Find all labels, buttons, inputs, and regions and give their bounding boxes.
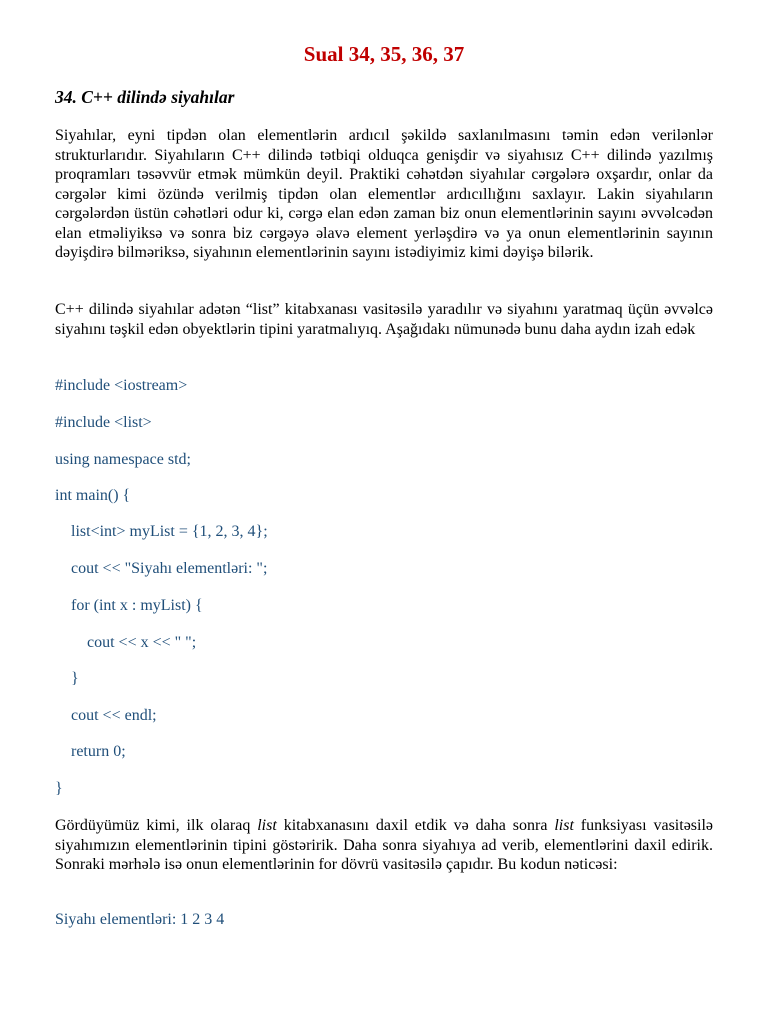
code-line: cout << endl; bbox=[55, 707, 157, 724]
code-line: int main() { bbox=[55, 487, 131, 504]
code-line: return 0; bbox=[55, 743, 126, 760]
code-line: #include <list> bbox=[55, 414, 152, 431]
section-heading: 34. C++ dilində siyahılar bbox=[55, 87, 235, 107]
explanation-text: funksiyası vasitəsilə siyahımızın elementlərinin tipini göstəririk. Daha sonra siyahıya ad verib, elementlərini daxil edirik. Sonraki mərhələ isə onun elementlərinin for dövrü vasitəsilə çapıdır. Bu kodun nəticəsi: bbox=[55, 817, 714, 873]
intro-paragraph: Siyahılar, eyni tipdən olan elementlərin ardıcıl şəkildə saxlanılmasını təmin edən verilənlər strukturlarıdır. Siyahıların C++ dilində tətbiqi olduqca genişdir və siyahısız C++ dilində yazılmış proqramları təsəvvür etmək mümkün deyil. Praktiki cəhətdən siyahılar cərgələrə oxşardır, onlar da cərgələr kimi özündə verilmiş tipdən olan elementlər ardıcıllığını saxlayır. Lakin siyahıların cərgələrdən üstün cəhətləri odur ki, cərgə elan edən zaman biz onun elementlərinin sayını əvvəlcədən elan etməliyiksə və sonra biz cərgəyə əlavə element yerləşdirə və ya onun elementlərinin sayının dəyişdirə bilməriksə, siyahının elementlərinin sayını istədiyimiz kimi dəyişə bilərik. bbox=[55, 127, 713, 261]
page-title: Sual 34, 35, 36, 37 bbox=[303, 42, 465, 66]
code-line: #include <iostream> bbox=[55, 377, 188, 394]
code-line: } bbox=[55, 780, 63, 797]
code-line: list<int> myList = {1, 2, 3, 4}; bbox=[55, 523, 268, 540]
program-output: Siyahı elementləri: 1 2 3 4 bbox=[55, 911, 225, 928]
code-line: cout << "Siyahı elementləri: "; bbox=[55, 560, 268, 577]
explanation-text: Gördüyümüz kimi, ilk olaraq bbox=[55, 817, 258, 834]
code-line: } bbox=[55, 670, 79, 687]
list-keyword: list bbox=[554, 817, 574, 834]
list-keyword: list bbox=[257, 817, 277, 834]
code-line: using namespace std; bbox=[55, 451, 191, 468]
code-line: for (int x : myList) { bbox=[55, 597, 203, 614]
explanation-paragraph bbox=[55, 816, 713, 875]
list-library-paragraph: C++ dilində siyahılar adətən “list” kitabxanası vasitəsilə yaradılır və siyahını yaratmaq üçün əvvəlcə siyahını təşkil edən obyektlərin tipini yaratmalıyıq. Aşağıdakı nümunədə bunu daha aydın izah edək bbox=[55, 301, 713, 338]
explanation-text: kitabxanasını daxil etdik və daha sonra bbox=[276, 817, 555, 834]
code-line: cout << x << " "; bbox=[55, 634, 197, 651]
